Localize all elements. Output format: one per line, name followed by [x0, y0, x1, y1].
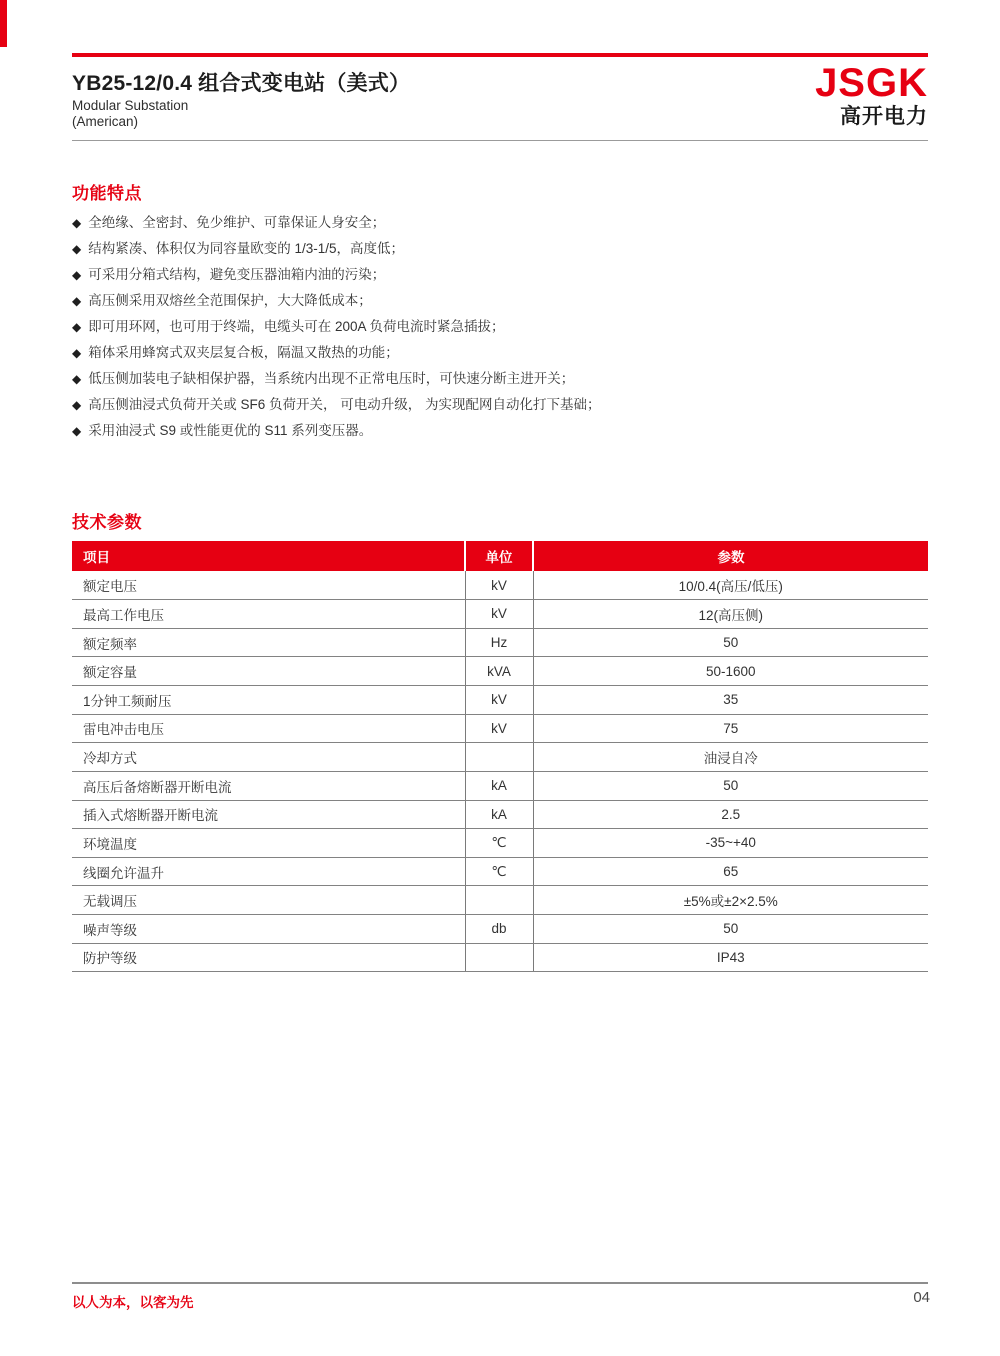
feature-item-text: 高压侧采用双熔丝全范围保护，大大降低成本； — [88, 293, 372, 308]
feature-item-text: 高压侧油浸式负荷开关或 SF6 负荷开关， 可电动升级， 为实现配网自动化打下基础； — [88, 397, 601, 412]
feature-item-text: 低压侧加装电子缺相保护器，当系统内出现不正常电压时，可快速分断主进开关； — [88, 371, 575, 386]
brand-logo — [815, 62, 928, 129]
specs-heading: 技术参数 — [72, 513, 142, 532]
table-row — [72, 743, 928, 772]
cell-parameter: 65 — [533, 857, 928, 886]
diamond-bullet-icon: ◆ — [72, 294, 82, 308]
cell-item: 插入式熔断器开断电流 — [72, 800, 465, 829]
spec-table-header — [72, 541, 928, 571]
table-row — [72, 714, 928, 743]
cell-parameter: 12(高压侧) — [533, 600, 928, 629]
feature-item-text: 即可用环网，也可用于终端，电缆头可在 200A 负荷电流时紧急插拔； — [88, 319, 505, 334]
cell-item: 冷却方式 — [72, 743, 465, 772]
feature-item — [72, 340, 892, 366]
cell-item: 防护等级 — [72, 943, 465, 972]
table-row — [72, 886, 928, 915]
table-row — [72, 600, 928, 629]
diamond-bullet-icon: ◆ — [72, 242, 82, 256]
page-number: 04 — [913, 1289, 930, 1306]
cell-item: 额定电压 — [72, 571, 465, 600]
feature-list — [72, 210, 892, 444]
cell-parameter: 10/0.4(高压/低压) — [533, 571, 928, 600]
feature-item — [72, 314, 892, 340]
cell-item: 1分钟工频耐压 — [72, 686, 465, 715]
cell-parameter: 35 — [533, 686, 928, 715]
diamond-bullet-icon: ◆ — [72, 346, 82, 360]
table-row — [72, 628, 928, 657]
footer-slogan: 以人为本，以客为先 — [72, 1295, 194, 1310]
cell-unit: kV — [465, 686, 533, 715]
page-subtitle-en2: (American) — [72, 114, 139, 129]
diamond-bullet-icon: ◆ — [72, 268, 82, 282]
feature-item-text: 结构紧凑、体积仅为同容量欧变的 1/3-1/5，高度低； — [88, 241, 405, 256]
footer-rule — [72, 1282, 928, 1284]
cell-item: 无载调压 — [72, 886, 465, 915]
corner-accent-bar — [0, 0, 7, 47]
cell-parameter: IP43 — [533, 943, 928, 972]
features-heading: 功能特点 — [72, 184, 142, 203]
feature-item — [72, 210, 892, 236]
cell-unit — [465, 743, 533, 772]
cell-item: 雷电冲击电压 — [72, 714, 465, 743]
feature-item — [72, 262, 892, 288]
feature-item-text: 采用油浸式 S9 或性能更优的 S11 系列变压器。 — [88, 423, 373, 438]
table-row — [72, 829, 928, 858]
table-row — [72, 915, 928, 944]
cell-parameter: -35~+40 — [533, 829, 928, 858]
brand-logo-text: JSGK — [815, 61, 928, 105]
feature-item — [72, 236, 892, 262]
table-row — [72, 686, 928, 715]
feature-item-text: 可采用分箱式结构，避免变压器油箱内油的污染； — [88, 267, 386, 282]
feature-item-text: 全绝缘、全密封、免少维护、可靠保证人身安全； — [88, 215, 386, 230]
header-red-rule — [72, 53, 928, 57]
cell-item: 噪声等级 — [72, 915, 465, 944]
cell-item: 高压后备熔断器开断电流 — [72, 771, 465, 800]
cell-parameter: ±5%或±2×2.5% — [533, 886, 928, 915]
table-row — [72, 571, 928, 600]
feature-item — [72, 418, 892, 444]
brand-logo-subtext: 高开电力 — [840, 105, 928, 128]
cell-parameter: 50-1600 — [533, 657, 928, 686]
column-header-item: 项目 — [72, 541, 465, 571]
cell-unit: kV — [465, 714, 533, 743]
cell-unit: ℃ — [465, 829, 533, 858]
spec-table-body — [72, 571, 928, 972]
column-header-parameter: 参数 — [533, 541, 928, 571]
diamond-bullet-icon: ◆ — [72, 424, 82, 438]
header-gray-rule — [72, 140, 928, 141]
cell-unit: ℃ — [465, 857, 533, 886]
cell-unit — [465, 943, 533, 972]
diamond-bullet-icon: ◆ — [72, 372, 82, 386]
diamond-bullet-icon: ◆ — [72, 216, 82, 230]
cell-item: 最高工作电压 — [72, 600, 465, 629]
cell-item: 线圈允许温升 — [72, 857, 465, 886]
table-row — [72, 771, 928, 800]
cell-parameter: 75 — [533, 714, 928, 743]
spec-table-header-row — [72, 541, 928, 571]
feature-item — [72, 392, 892, 418]
cell-unit: kA — [465, 771, 533, 800]
cell-item: 环境温度 — [72, 829, 465, 858]
feature-item — [72, 366, 892, 392]
cell-unit: Hz — [465, 628, 533, 657]
spec-table — [72, 541, 928, 972]
table-row — [72, 943, 928, 972]
diamond-bullet-icon: ◆ — [72, 320, 82, 334]
cell-parameter: 50 — [533, 771, 928, 800]
cell-unit: kA — [465, 800, 533, 829]
cell-unit: kVA — [465, 657, 533, 686]
cell-parameter: 油浸自冷 — [533, 743, 928, 772]
cell-unit: db — [465, 915, 533, 944]
page-title: YB25-12/0.4 组合式变电站（美式） — [72, 72, 411, 95]
cell-unit — [465, 886, 533, 915]
page-subtitle-en: Modular Substation — [72, 98, 189, 113]
cell-unit: kV — [465, 571, 533, 600]
cell-unit: kV — [465, 600, 533, 629]
table-row — [72, 857, 928, 886]
cell-parameter: 2.5 — [533, 800, 928, 829]
feature-item — [72, 288, 892, 314]
diamond-bullet-icon: ◆ — [72, 398, 82, 412]
cell-item: 额定容量 — [72, 657, 465, 686]
table-row — [72, 657, 928, 686]
cell-item: 额定频率 — [72, 628, 465, 657]
cell-parameter: 50 — [533, 915, 928, 944]
feature-item-text: 箱体采用蜂窝式双夹层复合板，隔温又散热的功能； — [88, 345, 399, 360]
cell-parameter: 50 — [533, 628, 928, 657]
table-row — [72, 800, 928, 829]
column-header-unit: 单位 — [465, 541, 533, 571]
